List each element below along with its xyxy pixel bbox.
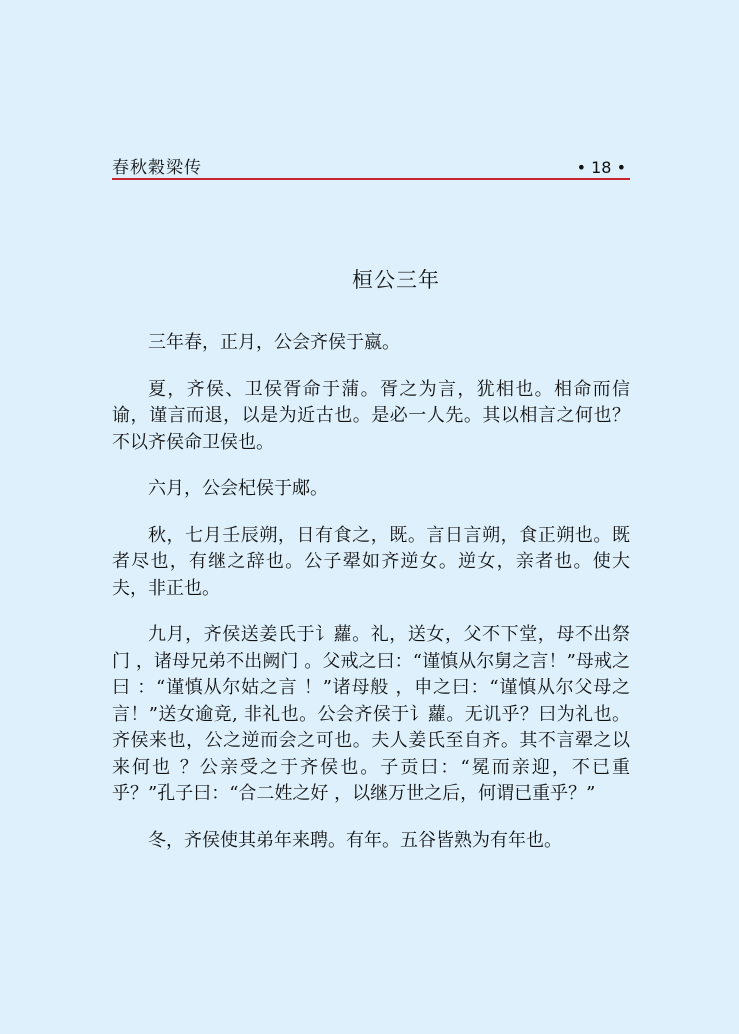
page-number: • 18 • (576, 158, 626, 177)
chapter-title: 桓公三年 (352, 268, 440, 292)
paragraph: 九月，齐侯送姜氏于讠蘿。礼，送女，父不下堂，母不出祭门 ，诸母兄弟不出阙门 。父戒之曰：“谨慎从尔舅之言！”母戒之曰 ：“谨慎从尔姑之言 ！”诸母般 ，申之曰：“谨慎从尔父母之言！”送女逾竟, 非礼也。公会齐侯于讠蘿。无讥乎？曰为礼也。齐侯来也，公之逆而会之可也。夫人姜氏至自齐。其不言翚之以来何也 ？公亲受之于齐侯也。子贡曰：“冕而亲迎，不已重乎？”孔子曰：“合二姓之好 ，以继万世之后，何谓已重乎？” (112, 624, 630, 804)
paragraph: 秋，七月壬辰朔，日有食之，既。言日言朔，食正朔也。既者尽也，有继之辞也。公子翚如齐逆女。逆女，亲者也。使大夫，非正也。 (112, 524, 630, 599)
paragraph: 六月，公会杞侯于郕。 (148, 478, 328, 499)
book-title: 春秋穀梁传 (112, 158, 202, 178)
paragraph: 三年春，正月，公会齐侯于嬴。 (148, 332, 400, 353)
paragraph: 夏，齐侯、卫侯胥命于蒲。胥之为言，犹相也。相命而信谕，谨言而退，以是为近古也。是必一人先。其以相言之何也？不以齐侯命卫侯也。 (112, 378, 630, 453)
chapter-body (112, 330, 630, 854)
header-rule (112, 178, 630, 180)
running-header (112, 157, 630, 179)
paragraph: 冬，齐侯使其弟年来聘。有年。五谷皆熟为有年也。 (148, 829, 562, 851)
